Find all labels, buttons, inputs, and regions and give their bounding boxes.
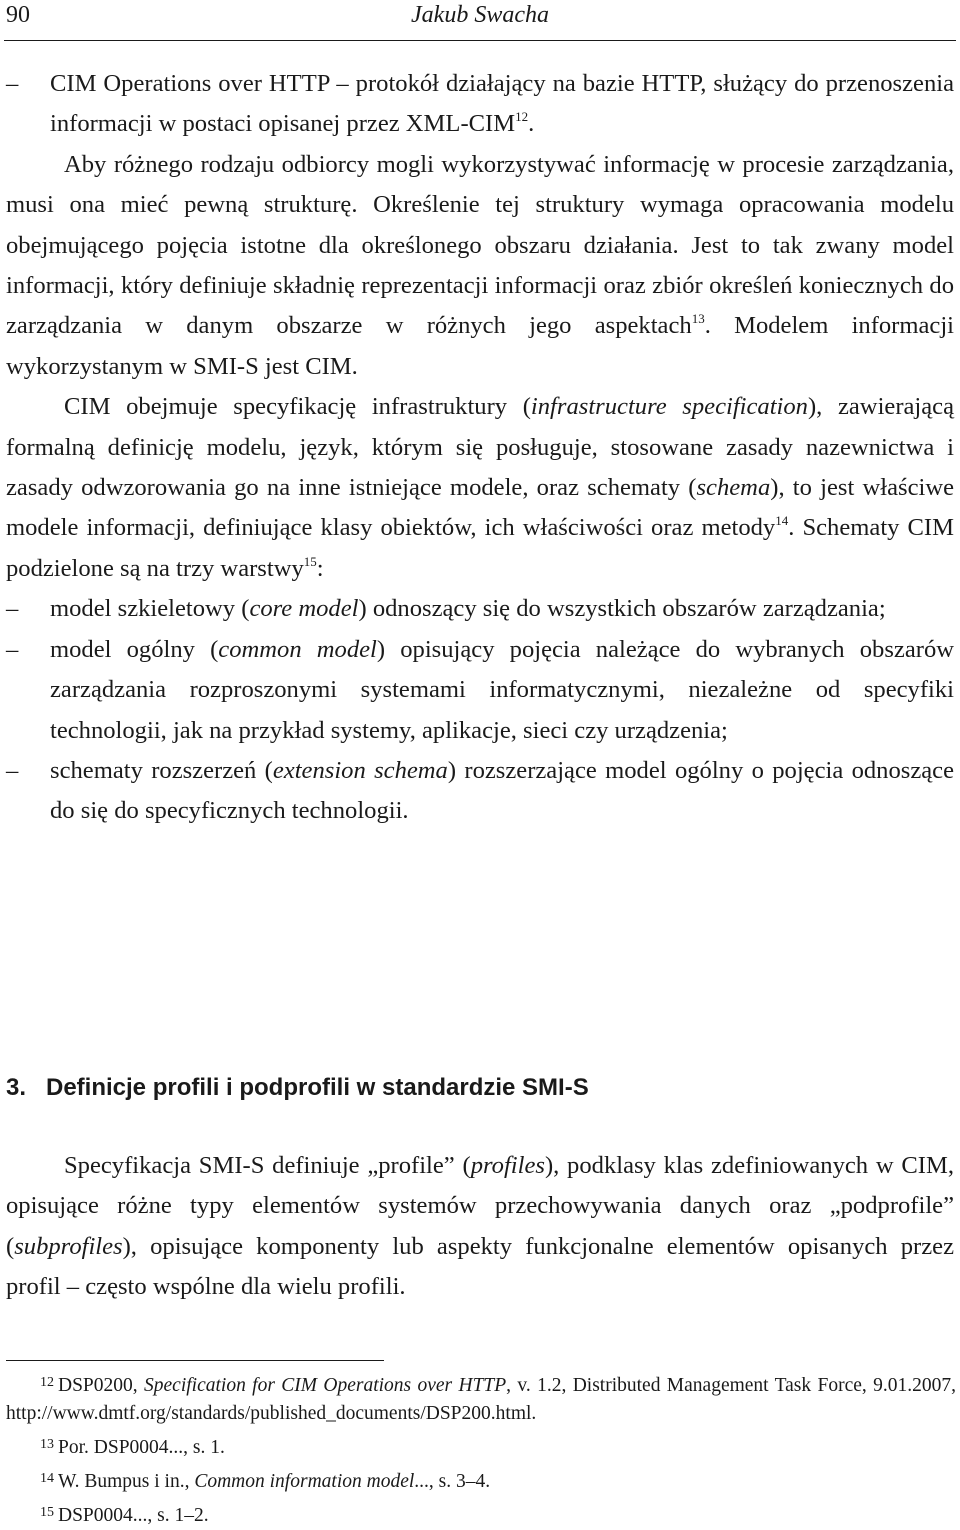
para2-text-d: . Schematy CIM podzielone są na trzy warstwy xyxy=(6,514,954,582)
para3-text-c: ), opisujące komponenty lub aspekty funkcjonalne elementów opisanych przez profil – często wspólne dla wielu profili. xyxy=(6,1232,954,1301)
list-dash: – xyxy=(6,595,19,623)
footnote-ref[interactable]: 14 xyxy=(775,513,789,529)
paragraph-1 xyxy=(6,145,954,387)
list-item xyxy=(6,589,954,629)
section-body xyxy=(6,1146,954,1308)
list-item xyxy=(6,751,954,832)
footnote: 12 DSP0200, Specification for CIM Operations over HTTP, v. 1.2, Distributed Management Task Force, 9.01.2007, http://www.dmtf.org/standards/published_documents/DSP200.html. xyxy=(6,1375,957,1424)
footnote-text: DSP0200, xyxy=(58,1375,145,1396)
footnote-text: , v. 1.2, Distributed Management Task Force, 9.01.2007, http://www.dmtf.org/standards/published_documents/DSP200.html. xyxy=(6,1375,957,1424)
footnote-ref[interactable]: 13 xyxy=(691,311,705,327)
list-item-text: ) odnoszący się do wszystkich obszarów zarządzania; xyxy=(358,595,886,623)
intro-item-text: CIM Operations over HTTP – protokół działający na bazie HTTP, służący do przenoszenia informacji w postaci opisanej przez XML-CIM xyxy=(50,70,954,138)
footnote: 15 DSP0004..., s. 1–2. xyxy=(40,1505,209,1526)
footnote-ref[interactable]: 12 xyxy=(515,109,529,125)
page-number: 90 xyxy=(6,2,30,28)
footnote-text: DSP0004..., s. 1–2. xyxy=(58,1505,209,1526)
list-item-text: ) rozszerzające model ogólny o pojęcia odnoszące do się do specyficznych technologii. xyxy=(50,756,954,825)
para3-text-b: ), podklasy klas zdefiniowanych w CIM, opisujące różne typy elementów systemów przechowywania danych oraz „podprofile” ( xyxy=(6,1152,954,1260)
list-dash: – xyxy=(6,635,19,663)
para2-text-b: ), zawierającą formalną definicję modelu, język, którym się posługuje, stosowane zasady nazewnictwa i zasady odwzorowania go na inne istniejące modele, oraz schematy ( xyxy=(6,393,955,502)
para1-text-a: Aby różnego rodzaju odbiorcy mogli wykorzystywać informację w procesie zarządzania, musi ona mieć pewną strukturę. Określenie tej struktury wymaga opracowania modelu obejmującego pojęcia istotne dla określonego obszaru działania. Jest to tak zwany model informacji, który definiuje składnię reprezentacji informacji oraz zbiór określeń koniecznych do zarządzania w danym obszarze w różnych jego aspektach xyxy=(6,150,954,340)
paragraph-2 xyxy=(6,387,954,589)
footnotes xyxy=(6,1372,956,1530)
para3-italic-a: profiles xyxy=(470,1152,545,1179)
footnote-italic: Common information model xyxy=(194,1471,415,1492)
footnote-italic: Specification for CIM Operations over HTTP xyxy=(144,1375,507,1396)
paragraph-3 xyxy=(6,1146,954,1308)
para2-italic-b: schema xyxy=(696,474,771,502)
page-header xyxy=(4,0,956,41)
footnote-text: Por. DSP0004..., s. 1. xyxy=(58,1437,225,1458)
list-item-italic: extension schema xyxy=(272,756,448,784)
running-head: Jakub Swacha xyxy=(411,2,549,28)
footnote-separator xyxy=(6,1360,384,1361)
footnote: 14 W. Bumpus i in., Common information model..., s. 3–4. xyxy=(40,1471,491,1492)
para2-text-e: : xyxy=(316,554,324,582)
para2-text-a: CIM obejmuje specyfikację infrastruktury ( xyxy=(64,393,531,421)
list-dash: – xyxy=(6,70,19,97)
list-dash: – xyxy=(6,756,19,784)
body-text xyxy=(6,64,954,832)
para3-text-a: Specyfikacja SMI-S definiuje „profile” ( xyxy=(64,1152,471,1179)
list-item-text: ) opisujący pojęcia należące do wybranych obszarów zarządzania rozproszonymi systemami informatycznymi, niezależne od specyfiki technologii, jak na przykład systemy, aplikacje, sieci czy urządzenia; xyxy=(50,635,954,744)
intro-item-end: . xyxy=(528,110,535,138)
list-item-italic: core model xyxy=(249,595,359,623)
footnote: 13 Por. DSP0004..., s. 1. xyxy=(40,1437,225,1458)
list-item-italic: common model xyxy=(218,635,377,663)
footnote-ref[interactable]: 15 xyxy=(303,553,317,569)
para2-text-c: ), to jest właściwe modele informacji, definiujące klasy obiektów, ich właściwości oraz metody xyxy=(6,474,954,542)
para1-text-b: . Modelem informacji wykorzystanym w SMI-S jest CIM. xyxy=(6,312,954,380)
para2-italic-a: infrastructure specification xyxy=(530,393,808,421)
list-item-text: schematy rozszerzeń ( xyxy=(50,756,273,784)
section-number: 3. xyxy=(6,1074,27,1101)
list-item-text: model szkieletowy ( xyxy=(50,595,250,623)
intro-list-item xyxy=(6,64,954,145)
section-heading xyxy=(6,1068,589,1108)
list-item-text: model ogólny ( xyxy=(50,635,219,663)
para3-italic-b: subprofiles xyxy=(14,1232,123,1260)
footnote-text: W. Bumpus i in., xyxy=(58,1471,195,1492)
footnote-text: ..., s. 3–4. xyxy=(414,1471,491,1492)
section-title-text: Definicje profili i podprofili w standardzie SMI-S xyxy=(46,1074,589,1101)
list-item xyxy=(6,630,954,751)
